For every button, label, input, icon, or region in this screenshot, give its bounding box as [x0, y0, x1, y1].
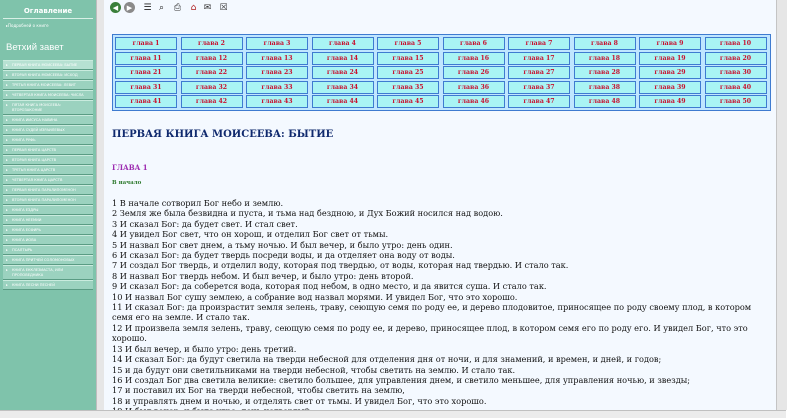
chapter-link[interactable]: глава 33 — [246, 81, 308, 94]
verse: 12 И произвела земля зелень, траву, сеющую семя по роду ее, и дерево, приносящее плод, в котором семя его по роду его. И увидел Бог, что это хорошо. — [112, 322, 751, 344]
sidebar — [0, 0, 97, 410]
about-book-link[interactable]: ▸ Подробней о книге — [0, 23, 96, 42]
chapter-subtitle: В начало — [112, 180, 142, 186]
close-icon[interactable]: ☒ — [219, 2, 228, 13]
back-icon[interactable]: ◀ — [110, 2, 121, 13]
chapter-link[interactable]: глава 40 — [705, 81, 767, 94]
verse: 13 И был вечер, и было утро: день третий. — [112, 343, 297, 354]
chapter-link[interactable]: глава 34 — [312, 81, 374, 94]
sidebar-item[interactable]: ▸ ВТОРАЯ КНИГА ПАРАЛИПОМЕНОН — [3, 195, 93, 205]
verse: 5 И назвал Бог свет днем, а тьму ночью. И был вечер, и было утро: день один. — [112, 239, 453, 250]
sidebar-scrollbar[interactable] — [96, 0, 104, 410]
search-icon[interactable]: ⌕ — [158, 2, 165, 13]
sidebar-divider — [3, 18, 93, 19]
chapter-link[interactable]: глава 16 — [443, 52, 505, 65]
chapter-link[interactable]: глава 6 — [443, 37, 505, 50]
chapter-link[interactable]: глава 12 — [181, 52, 243, 65]
content-pane — [104, 0, 776, 410]
print-icon[interactable]: ⎙ — [173, 2, 182, 13]
sidebar-item[interactable]: ▸ КНИГА ЕККЛЕЗИАСТА, ИЛИ ПРОПОВЕДНИКА — [3, 265, 93, 280]
sidebar-item[interactable]: ▸ КНИГА ПЕСНИ ПЕСНЕЙ — [3, 280, 93, 290]
verse: 17 и поставил их Бог на тверди небесной, чтобы светить на землю, — [112, 385, 405, 396]
chapter-link[interactable]: глава 15 — [377, 52, 439, 65]
chapter-link[interactable]: глава 25 — [377, 66, 439, 79]
forward-icon[interactable]: ▶ — [124, 2, 135, 13]
chapter-link[interactable]: глава 35 — [377, 81, 439, 94]
sidebar-item[interactable]: ▸ КНИГА НЕЕМИИ — [3, 215, 93, 225]
verse: 15 и да будут они светильниками на тверди небесной, чтобы светить на землю. И стало так. — [112, 364, 516, 375]
chapter-link[interactable]: глава 8 — [574, 37, 636, 50]
status-bar — [0, 410, 786, 418]
mail-icon[interactable]: ✉ — [203, 2, 212, 13]
chapter-link[interactable]: глава 38 — [574, 81, 636, 94]
sidebar-item[interactable]: ▸ ТРЕТЬЯ КНИГА МОИСЕЕВА: ЛЕВИТ — [3, 80, 93, 90]
chapter-link[interactable]: глава 30 — [705, 66, 767, 79]
chapter-link[interactable]: глава 9 — [639, 37, 701, 50]
chapter-link[interactable]: глава 10 — [705, 37, 767, 50]
verse: 10 И назвал Бог сушу землею, а собрание вод назвал морями. И увидел Бог, что это хорошо. — [112, 291, 518, 302]
verse: 8 И назвал Бог твердь небом. И был вечер, и было утро: день второй. — [112, 270, 414, 281]
verse: 6 И сказал Бог: да будет твердь посреди воды, и да отделяет она воду от воды. — [112, 250, 455, 261]
chapter-link[interactable]: глава 46 — [443, 95, 505, 108]
verse-list — [112, 198, 768, 417]
chapter-link[interactable]: глава 17 — [508, 52, 570, 65]
chapter-link[interactable]: глава 37 — [508, 81, 570, 94]
chapter-link[interactable]: глава 49 — [639, 95, 701, 108]
chapter-link[interactable]: глава 21 — [115, 66, 177, 79]
verse: 18 и управлять днем и ночью, и отделять свет от тьмы. И увидел Бог, что это хорошо. — [112, 395, 487, 406]
contents-icon[interactable]: ☰ — [143, 2, 152, 13]
chapter-link[interactable]: глава 19 — [639, 52, 701, 65]
sidebar-item[interactable]: ▸ КНИГА ЕЗДРЫ — [3, 205, 93, 215]
content-scrollbar[interactable] — [776, 0, 787, 410]
section-title: Ветхий завет — [6, 42, 64, 53]
sidebar-item[interactable]: ▸ КНИГА СУДЕЙ ИЗРАИЛЕВЫХ — [3, 125, 93, 135]
chapter-link[interactable]: глава 39 — [639, 81, 701, 94]
sidebar-item[interactable]: ▸ ТРЕТЬЯ КНИГА ЦАРСТВ — [3, 165, 93, 175]
sidebar-item[interactable]: ▸ ЧЕТВЕРТАЯ КНИГА ЦАРСТВ — [3, 175, 93, 185]
chapter-link[interactable]: глава 4 — [312, 37, 374, 50]
verse: 11 И сказал Бог: да произрастит земля зелень, траву, сеющую семя по роду ее, и дерево плодовитое, приносящее по роду своему плод, в котором семя его на земле. И стало так. — [112, 302, 754, 323]
chapter-link[interactable]: глава 18 — [574, 52, 636, 65]
chapter-link[interactable]: глава 45 — [377, 95, 439, 108]
book-title: ПЕРВАЯ КНИГА МОИСЕЕВА: БЫТИЕ — [112, 129, 334, 140]
chapter-link[interactable]: глава 48 — [574, 95, 636, 108]
chapter-link[interactable]: глава 14 — [312, 52, 374, 65]
chapter-link[interactable]: глава 32 — [181, 81, 243, 94]
chapter-link[interactable]: глава 31 — [115, 81, 177, 94]
chapter-grid — [112, 34, 771, 111]
sidebar-item[interactable]: ▸ ПЕРВАЯ КНИГА ЦАРСТВ — [3, 145, 93, 155]
chapter-link[interactable]: глава 13 — [246, 52, 308, 65]
chapter-link[interactable]: глава 26 — [443, 66, 505, 79]
sidebar-item[interactable]: ▸ КНИГА РУФЬ — [3, 135, 93, 145]
verse: 2 Земля же была безвидна и пуста, и тьма над бездною, и Дух Божий носился над водою. — [112, 208, 503, 219]
sidebar-list — [0, 60, 96, 290]
verse: 1 В начале сотворил Бог небо и землю. — [112, 198, 284, 208]
chapter-link[interactable]: глава 20 — [705, 52, 767, 65]
chapter-link[interactable]: глава 42 — [181, 95, 243, 108]
sidebar-item[interactable]: ▸ ВТОРАЯ КНИГА МОИСЕЕВА: ИСХОД — [3, 70, 93, 80]
chapter-link[interactable]: глава 29 — [639, 66, 701, 79]
sidebar-item[interactable]: ▸ КНИГА ИОВА — [3, 235, 93, 245]
chapter-link[interactable]: глава 3 — [246, 37, 308, 50]
sidebar-item[interactable]: ▸ ВТОРАЯ КНИГА ЦАРСТВ — [3, 155, 93, 165]
chapter-link[interactable]: глава 7 — [508, 37, 570, 50]
sidebar-item[interactable]: ▸ КНИГА ИИСУСА НАВИНА — [3, 115, 93, 125]
sidebar-item[interactable]: ▸ ПЕРВАЯ КНИГА ПАРАЛИПОМЕНОН — [3, 185, 93, 195]
sidebar-item[interactable]: ▸ КНИГА ПРИТЧЕЙ СОЛОМОНОВЫХ — [3, 255, 93, 265]
verse: 14 И сказал Бог: да будут светила на тверди небесной для отделения дня от ночи, и для знамений, и времен, и дней, и годов; — [112, 354, 662, 365]
verse: 9 И сказал Бог: да соберется вода, которая под небом, в одно место, и да явится суша. И стало так. — [112, 281, 547, 292]
chapter-link[interactable]: глава 43 — [246, 95, 308, 108]
chapter-link[interactable]: глава 50 — [705, 95, 767, 108]
sidebar-item[interactable]: ▸ ЧЕТВЕРТАЯ КНИГА МОИСЕЕВА: ЧИСЛА — [3, 90, 93, 100]
chapter-link[interactable]: глава 41 — [115, 95, 177, 108]
chapter-link[interactable]: глава 36 — [443, 81, 505, 94]
home-icon[interactable]: ⌂ — [190, 2, 197, 13]
chapter-link[interactable]: глава 1 — [115, 37, 177, 50]
verse: 7 И создал Бог твердь, и отделил воду, которая под твердью, от воды, которая над твердью. И стало так. — [112, 260, 569, 271]
chapter-link[interactable]: глава 47 — [508, 95, 570, 108]
chapter-title: ГЛАВА 1 — [112, 163, 148, 172]
verse: 4 И увидел Бог свет, что он хорош, и отделил Бог свет от тьмы. — [112, 229, 389, 240]
chapter-link[interactable]: глава 5 — [377, 37, 439, 50]
chapter-link[interactable]: глава 44 — [312, 95, 374, 108]
sidebar-item[interactable]: ▸ ПЕРВАЯ КНИГА МОИСЕЕВА: БЫТИЕ — [3, 60, 93, 70]
sidebar-item[interactable]: ▸ КНИГА ЕСФИРЬ — [3, 225, 93, 235]
chapter-link[interactable]: глава 28 — [574, 66, 636, 79]
chapter-link[interactable]: глава 23 — [246, 66, 308, 79]
verse: 3 И сказал Бог: да будет свет. И стал свет. — [112, 218, 298, 229]
sidebar-item[interactable]: ▸ ПСАЛТЫРЬ — [3, 245, 93, 255]
chapter-link[interactable]: глава 11 — [115, 52, 177, 65]
verse: 16 И создал Бог два светила великие: светило большее, для управления днем, и светило меньшее, для управления ночью, и звезды; — [112, 374, 691, 385]
chapter-link[interactable]: глава 24 — [312, 66, 374, 79]
sidebar-item[interactable]: ▸ ПЯТАЯ КНИГА МОИСЕЕВА: ВТОРОЗАКОНИЕ — [3, 100, 93, 115]
chapter-link[interactable]: глава 27 — [508, 66, 570, 79]
chapter-link[interactable]: глава 2 — [181, 37, 243, 50]
sidebar-header: Оглавление — [23, 7, 73, 15]
chapter-link[interactable]: глава 22 — [181, 66, 243, 79]
